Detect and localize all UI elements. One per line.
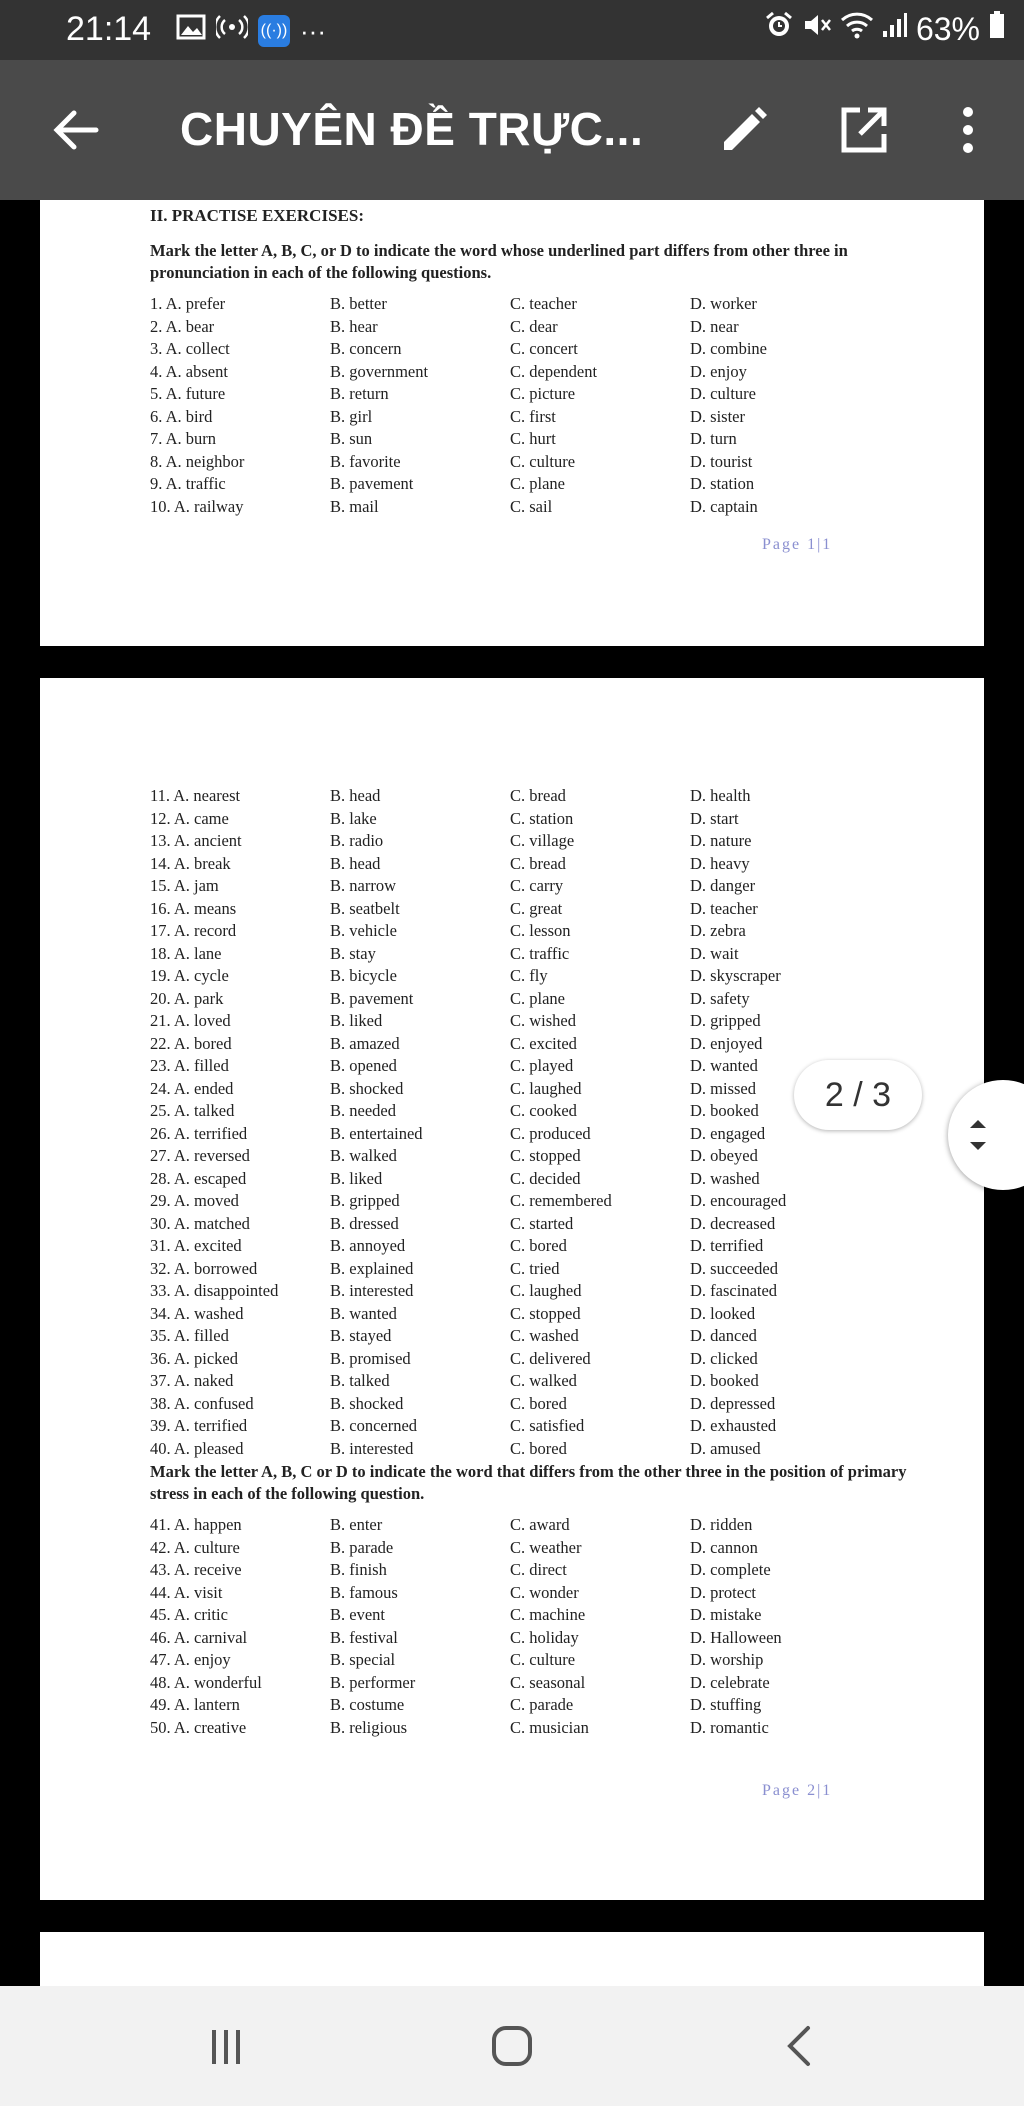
option-b: B. shocked [330, 1393, 404, 1413]
alarm-icon [764, 10, 794, 48]
option-b: B. dressed [330, 1213, 399, 1233]
option-b: B. costume [330, 1695, 405, 1714]
option-a: 26. A. terrified [150, 1123, 248, 1143]
option-b: B. favorite [330, 451, 401, 471]
option-c: C. machine [510, 1605, 586, 1624]
option-c: C. laughed [510, 1281, 582, 1300]
option-d: D. sister [690, 406, 745, 426]
question-row [150, 452, 910, 475]
option-b: B. better [330, 294, 387, 313]
instruction-pronunciation: Mark the letter A, B, C, or D to indicate the word whose underlined part differs from other three in pronunciation in each of the following questions. [150, 241, 848, 282]
question-row [150, 294, 910, 317]
option-d: D. clicked [690, 1348, 758, 1368]
option-d: D. booked [690, 1371, 759, 1390]
option-d: D. start [690, 808, 739, 828]
instruction-stress: Mark the letter A, B, C or D to indicate the word that differs from the other three in the position of primary stress in each of the following question. [150, 1462, 907, 1503]
broadcast-icon: ((·)) [258, 15, 290, 47]
option-d: D. protect [690, 1582, 756, 1602]
option-c: C. parade [510, 1695, 574, 1714]
option-a: 13. A. ancient [150, 831, 242, 850]
option-b: B. event [330, 1605, 385, 1624]
option-a: 31. A. excited [150, 1236, 242, 1255]
option-c: C. hurt [510, 429, 556, 448]
option-d: D. obeyed [690, 1146, 758, 1165]
option-c: C. great [510, 898, 563, 918]
option-d: D. gripped [690, 1011, 761, 1030]
option-b: B. enter [330, 1515, 383, 1534]
option-d: D. combine [690, 339, 767, 358]
gallery-icon [176, 13, 206, 49]
option-a: 2. A. bear [150, 316, 215, 336]
option-d: D. safety [690, 988, 750, 1008]
option-c: C. picture [510, 384, 576, 403]
question-row [150, 1056, 910, 1079]
question-row [150, 1146, 910, 1169]
option-c: C. culture [510, 451, 576, 471]
battery-icon [988, 10, 1006, 48]
option-b: B. pavement [330, 474, 414, 493]
hotspot-icon [216, 12, 248, 50]
question-row [150, 1718, 910, 1741]
option-a: 8. A. neighbor [150, 451, 245, 471]
question-row [150, 1034, 910, 1057]
page1-content [150, 206, 910, 519]
question-row [150, 1124, 910, 1147]
option-c: C. cooked [510, 1101, 577, 1120]
system-icons [764, 10, 1006, 48]
question-row [150, 339, 910, 362]
option-d: D. engaged [690, 1123, 766, 1143]
recents-icon [196, 2016, 256, 2076]
option-d: D. cannon [690, 1537, 758, 1557]
option-c: C. wished [510, 1011, 576, 1030]
option-c: C. dependent [510, 361, 598, 381]
option-a: 21. A. loved [150, 1011, 231, 1030]
option-b: B. stay [330, 943, 376, 963]
question-row [150, 1371, 910, 1394]
option-c: C. musician [510, 1717, 589, 1737]
option-d: D. washed [690, 1168, 760, 1188]
option-d: D. fascinated [690, 1281, 778, 1300]
option-a: 5. A. future [150, 384, 226, 403]
option-d: D. encouraged [690, 1191, 787, 1210]
option-c: C. seasonal [510, 1672, 586, 1692]
option-c: C. played [510, 1056, 574, 1075]
option-c: C. stopped [510, 1146, 581, 1165]
option-c: C. walked [510, 1371, 577, 1390]
option-a: 18. A. lane [150, 943, 222, 963]
option-a: 34. A. washed [150, 1303, 244, 1323]
question-row [150, 1583, 910, 1606]
question-row [150, 1560, 910, 1583]
option-d: D. Halloween [690, 1627, 782, 1647]
question-row [150, 1695, 910, 1718]
signal-icon [882, 11, 908, 47]
notification-icons [176, 12, 326, 50]
option-a: 43. A. receive [150, 1560, 242, 1579]
option-a: 46. A. carnival [150, 1627, 248, 1647]
option-a: 47. A. enjoy [150, 1650, 231, 1669]
option-b: B. promised [330, 1348, 411, 1368]
question-row [150, 989, 910, 1012]
option-a: 49. A. lantern [150, 1695, 240, 1714]
option-a: 9. A. traffic [150, 474, 226, 493]
question-row [150, 1169, 910, 1192]
option-a: 39. A. terrified [150, 1416, 248, 1435]
question-row [150, 429, 910, 452]
option-a: 16. A. means [150, 898, 237, 918]
option-d: D. romantic [690, 1717, 769, 1737]
pdf-viewer[interactable] [0, 200, 1024, 1986]
option-c: C. excited [510, 1033, 577, 1053]
option-b: B. sun [330, 429, 373, 448]
battery-percent: 63% [915, 10, 980, 47]
option-a: 28. A. escaped [150, 1168, 247, 1188]
question-row [150, 1538, 910, 1561]
option-d: D. zebra [690, 921, 746, 940]
option-b: B. wanted [330, 1303, 397, 1323]
option-a: 32. A. borrowed [150, 1258, 258, 1278]
pdf-page-2 [40, 678, 984, 1900]
option-b: B. liked [330, 1168, 383, 1188]
option-c: C. dear [510, 316, 558, 336]
option-b: B. girl [330, 406, 373, 426]
option-b: B. talked [330, 1371, 390, 1390]
option-c: C. direct [510, 1560, 567, 1579]
option-d: D. exhausted [690, 1416, 777, 1435]
question-row [150, 1011, 910, 1034]
page-number: Page 2|1 [762, 1782, 833, 1799]
question-row [150, 1628, 910, 1651]
option-a: 50. A. creative [150, 1717, 247, 1737]
status-time: 21:14 [66, 10, 152, 48]
option-c: C. plane [510, 988, 565, 1008]
option-a: 7. A. burn [150, 429, 216, 448]
option-a: 20. A. park [150, 988, 224, 1008]
option-a: 25. A. talked [150, 1101, 235, 1120]
option-a: 19. A. cycle [150, 966, 229, 985]
option-d: D. enjoy [690, 361, 747, 381]
option-c: C. remembered [510, 1191, 612, 1210]
page-indicator: 2 / 3 [794, 1060, 922, 1130]
question-list-2 [150, 786, 910, 1461]
option-a: 22. A. bored [150, 1033, 232, 1053]
option-c: C. weather [510, 1537, 582, 1557]
option-d: D. turn [690, 429, 737, 448]
option-a: 27. A. reversed [150, 1146, 250, 1165]
question-row [150, 899, 910, 922]
option-b: B. interested [330, 1281, 414, 1300]
arrow-back-icon [46, 100, 106, 160]
status-bar [0, 0, 1024, 60]
option-c: C. traffic [510, 943, 570, 963]
option-d: D. health [690, 786, 751, 805]
option-b: B. radio [330, 831, 384, 850]
option-b: B. seatbelt [330, 898, 400, 918]
option-c: C. village [510, 831, 575, 850]
question-row [150, 1416, 910, 1439]
option-b: B. shocked [330, 1078, 404, 1098]
option-d: D. nature [690, 831, 752, 850]
option-a: 10. A. railway [150, 496, 244, 516]
option-d: D. terrified [690, 1236, 764, 1255]
question-row [150, 384, 910, 407]
option-d: D. depressed [690, 1393, 776, 1413]
option-b: B. pavement [330, 988, 414, 1008]
option-c: C. culture [510, 1650, 576, 1669]
pdf-page-1 [40, 200, 984, 646]
option-b: B. needed [330, 1101, 396, 1120]
edit-button[interactable] [716, 102, 772, 158]
question-row [150, 921, 910, 944]
open-external-button[interactable] [836, 102, 892, 158]
option-d: D. tourist [690, 451, 753, 471]
option-d: D. stuffing [690, 1695, 762, 1714]
option-b: B. gripped [330, 1191, 400, 1210]
option-d: D. amused [690, 1438, 761, 1458]
open-in-new-icon [836, 102, 892, 158]
option-d: D. station [690, 474, 755, 493]
option-a: 15. A. jam [150, 876, 219, 895]
option-d: D. heavy [690, 853, 750, 873]
question-list-3 [150, 1515, 910, 1740]
app-bar [0, 60, 1024, 200]
more-dots-icon: ··· [300, 16, 326, 46]
option-b: B. vehicle [330, 921, 397, 940]
option-c: C. concert [510, 339, 578, 358]
option-b: B. special [330, 1650, 396, 1669]
option-b: B. entertained [330, 1123, 423, 1143]
option-b: B. concerned [330, 1416, 418, 1435]
option-b: B. stayed [330, 1326, 392, 1345]
option-c: C. wonder [510, 1582, 579, 1602]
option-a: 36. A. picked [150, 1348, 238, 1368]
question-row [150, 474, 910, 497]
option-d: D. skyscraper [690, 966, 781, 985]
option-a: 29. A. moved [150, 1191, 239, 1210]
option-d: D. wait [690, 943, 739, 963]
option-b: B. mail [330, 496, 379, 516]
question-row [150, 1394, 910, 1417]
question-row [150, 966, 910, 989]
option-c: C. award [510, 1515, 570, 1534]
wifi-icon [840, 10, 874, 48]
mute-icon [802, 10, 832, 48]
option-b: B. concern [330, 339, 402, 358]
option-a: 30. A. matched [150, 1213, 250, 1233]
option-d: D. danger [690, 876, 756, 895]
question-row [150, 876, 910, 899]
option-c: C. bored [510, 1236, 567, 1255]
navigation-bar [0, 1986, 1024, 2106]
question-row [150, 1236, 910, 1259]
option-d: D. teacher [690, 898, 758, 918]
option-d: D. ridden [690, 1515, 753, 1534]
option-b: B. lake [330, 808, 377, 828]
option-a: 1. A. prefer [150, 294, 226, 313]
option-d: D. near [690, 316, 739, 336]
option-d: D. worship [690, 1650, 764, 1669]
more-options-button[interactable] [948, 102, 988, 158]
option-b: B. finish [330, 1560, 387, 1579]
option-a: 33. A. disappointed [150, 1281, 279, 1300]
option-d: D. succeeded [690, 1258, 778, 1278]
document-title: CHUYÊN ĐỀ TRỰC... [180, 103, 644, 155]
more-vert-icon [948, 102, 988, 158]
recent-apps-button[interactable] [196, 2016, 256, 2076]
option-b: B. famous [330, 1582, 398, 1602]
question-row [150, 1214, 910, 1237]
option-b: B. narrow [330, 876, 396, 895]
option-a: 17. A. record [150, 921, 237, 940]
option-b: B. liked [330, 1011, 383, 1030]
page-number: Page 1|1 [762, 536, 833, 553]
option-c: C. bored [510, 1438, 567, 1458]
option-d: D. captain [690, 496, 758, 516]
option-c: C. carry [510, 876, 564, 895]
option-d: D. complete [690, 1560, 771, 1579]
back-button[interactable] [46, 100, 106, 160]
option-d: D. celebrate [690, 1672, 770, 1692]
option-c: C. washed [510, 1326, 579, 1345]
question-row [150, 831, 910, 854]
option-a: 38. A. confused [150, 1393, 254, 1413]
option-a: 4. A. absent [150, 361, 228, 381]
option-a: 12. A. came [150, 808, 229, 828]
question-row [150, 944, 910, 967]
option-a: 40. A. pleased [150, 1438, 244, 1458]
option-c: C. bored [510, 1393, 567, 1413]
option-c: C. plane [510, 474, 565, 493]
option-b: B. walked [330, 1146, 397, 1165]
option-c: C. decided [510, 1168, 581, 1188]
option-b: B. head [330, 786, 381, 805]
option-c: C. bread [510, 853, 566, 873]
option-b: B. opened [330, 1056, 397, 1075]
option-c: C. sail [510, 496, 553, 516]
option-a: 14. A. break [150, 853, 231, 873]
option-a: 48. A. wonderful [150, 1672, 262, 1692]
option-a: 11. A. nearest [150, 786, 241, 805]
question-row [150, 1191, 910, 1214]
option-c: C. station [510, 808, 574, 828]
question-row [150, 786, 910, 809]
option-b: B. parade [330, 1537, 394, 1557]
option-b: B. festival [330, 1627, 398, 1647]
option-c: C. teacher [510, 294, 577, 313]
option-a: 44. A. visit [150, 1582, 223, 1602]
option-a: 24. A. ended [150, 1078, 234, 1098]
option-b: B. hear [330, 316, 378, 336]
option-d: D. looked [690, 1303, 756, 1323]
option-a: 42. A. culture [150, 1537, 240, 1557]
page2-content [150, 786, 910, 1740]
option-d: D. wanted [690, 1056, 758, 1075]
option-c: C. lesson [510, 921, 571, 940]
option-b: B. amazed [330, 1033, 400, 1053]
chevron-left-icon [770, 2016, 830, 2076]
question-row [150, 809, 910, 832]
option-c: C. stopped [510, 1303, 581, 1323]
question-row [150, 854, 910, 877]
option-b: B. annoyed [330, 1236, 406, 1255]
question-row [150, 1304, 910, 1327]
option-d: D. worker [690, 294, 757, 313]
question-row [150, 362, 910, 385]
option-c: C. laughed [510, 1078, 582, 1098]
option-b: B. head [330, 853, 381, 873]
question-row [150, 317, 910, 340]
option-c: C. first [510, 406, 556, 426]
section-heading: II. PRACTISE EXERCISES: [150, 206, 364, 225]
question-row [150, 1259, 910, 1282]
option-b: B. interested [330, 1438, 414, 1458]
option-d: D. missed [690, 1078, 756, 1098]
question-row [150, 1515, 910, 1538]
option-b: B. bicycle [330, 966, 397, 985]
question-row [150, 1349, 910, 1372]
option-c: C. fly [510, 966, 548, 985]
question-list-1 [150, 294, 910, 519]
option-a: 41. A. happen [150, 1515, 242, 1534]
option-a: 6. A. bird [150, 406, 213, 426]
option-a: 35. A. filled [150, 1326, 229, 1345]
option-a: 37. A. naked [150, 1371, 234, 1390]
option-a: 45. A. critic [150, 1605, 228, 1624]
question-row [150, 1673, 910, 1696]
pencil-icon [716, 102, 772, 158]
option-a: 23. A. filled [150, 1056, 229, 1075]
option-c: C. holiday [510, 1627, 579, 1647]
pdf-page-3 [40, 1932, 984, 1986]
option-b: B. religious [330, 1717, 407, 1737]
question-row [150, 1326, 910, 1349]
option-d: D. danced [690, 1326, 757, 1345]
option-b: B. performer [330, 1672, 416, 1692]
question-row [150, 1281, 910, 1304]
question-row [150, 407, 910, 430]
option-c: C. bread [510, 786, 566, 805]
option-d: D. culture [690, 384, 756, 403]
home-button[interactable] [482, 2016, 542, 2076]
option-a: 3. A. collect [150, 339, 230, 358]
option-c: C. satisfied [510, 1416, 585, 1435]
option-c: C. delivered [510, 1348, 591, 1368]
option-d: D. decreased [690, 1213, 776, 1233]
fast-scroll-handle[interactable] [948, 1080, 1024, 1190]
option-c: C. tried [510, 1258, 560, 1278]
option-b: B. government [330, 361, 429, 381]
home-icon [482, 2016, 542, 2076]
option-d: D. mistake [690, 1605, 762, 1624]
scroll-arrows-icon [948, 1080, 1008, 1190]
question-row [150, 1650, 910, 1673]
option-d: D. enjoyed [690, 1033, 763, 1053]
question-row [150, 1439, 910, 1462]
question-row [150, 497, 910, 520]
option-d: D. booked [690, 1101, 759, 1120]
option-c: C. produced [510, 1123, 591, 1143]
option-c: C. started [510, 1213, 574, 1233]
question-row [150, 1605, 910, 1628]
option-b: B. return [330, 384, 389, 403]
back-nav-button[interactable] [770, 2016, 830, 2076]
option-b: B. explained [330, 1258, 414, 1278]
